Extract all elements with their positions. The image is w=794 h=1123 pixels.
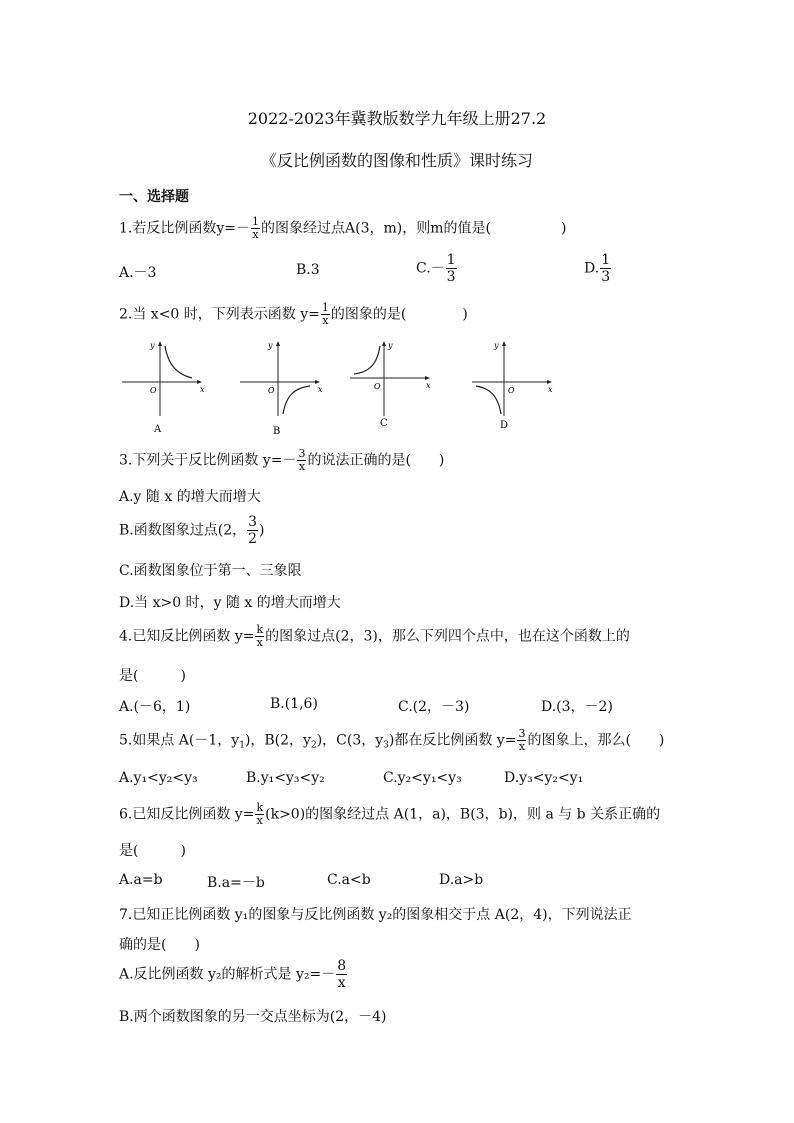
graph-d-label: D xyxy=(500,420,509,431)
title-line-2: 《反比例函数的图像和性质》课时练习 xyxy=(260,151,533,170)
svg-text:y: y xyxy=(388,341,393,350)
svg-text:x: x xyxy=(548,385,553,394)
svg-text:O: O xyxy=(374,382,381,391)
q6-option-c[interactable]: C.a<b xyxy=(327,872,371,888)
q5-option-c[interactable]: C.y₂<y₁<y₃ xyxy=(383,770,462,786)
q4-option-a[interactable]: A.(－6，1) xyxy=(119,699,191,715)
svg-text:O: O xyxy=(508,386,515,395)
question-4: 4.已知反比例函数 y= $\frac{k}{x}$ 的图象过点(2，3)，那么下列四个点中，也在这个函数上的 xyxy=(119,623,630,649)
fraction: $\frac{k}{x}$ xyxy=(256,623,264,649)
graph-c-label: C xyxy=(380,418,388,429)
q3-option-d[interactable]: D.当 x>0 时，y 随 x 的增大而增大 xyxy=(119,595,341,611)
svg-text:y: y xyxy=(494,341,499,350)
svg-text:x: x xyxy=(426,381,431,390)
q2-graph-options xyxy=(118,336,558,438)
graph-c[interactable] xyxy=(350,341,431,429)
q5-option-b[interactable]: B.y₁<y₃<y₂ xyxy=(246,770,325,786)
title-line-1: 2022-2023年冀教版数学九年级上册27.2 xyxy=(247,109,547,128)
q5-option-d[interactable]: D.y₃<y₂<y₁ xyxy=(504,770,584,786)
graph-b-label: B xyxy=(273,426,281,437)
q3-option-c[interactable]: C.函数图象位于第一、三象限 xyxy=(119,563,302,579)
question-2: 2.当 x<0 时，下列表示函数 y= $\frac{1}{x}$ 的图象的是( ) xyxy=(119,301,468,327)
q4-option-c[interactable]: C.(2，－3) xyxy=(398,699,470,715)
q6-option-b[interactable]: B.a=－b xyxy=(207,875,265,891)
svg-text:x: x xyxy=(318,385,323,394)
q1-option-d[interactable]: D. $\frac{1}{3}$ xyxy=(584,252,611,285)
q1-option-a[interactable]: A.－3 xyxy=(119,265,157,281)
fraction: $\frac{1}{x}$ xyxy=(321,301,329,327)
graph-b[interactable] xyxy=(240,341,323,437)
q3-option-a[interactable]: A.y 随 x 的增大而增大 xyxy=(119,489,261,505)
fraction: $\frac{3}{x}$ xyxy=(298,447,306,473)
question-6: 6.已知反比例函数 y= $\frac{k}{x}$ (k>0)的图象经过点 A(1，a)，B(3，b)，则 a 与 b 关系正确的 xyxy=(119,801,661,827)
question-1: 1.若反比例函数y=－ $\frac{1}{x}$ 的图象经过点A(3，m)，则m的值是( ) xyxy=(119,215,567,241)
q4-option-b[interactable]: B.(1,6) xyxy=(270,696,318,712)
q6-option-a[interactable]: A.a=b xyxy=(119,872,163,888)
question-7-line-2: 确的是( ) xyxy=(119,937,200,953)
section-heading: 一、选择题 xyxy=(119,189,189,205)
svg-text:y: y xyxy=(268,341,273,350)
graph-a-label: A xyxy=(154,424,162,435)
question-5: 5.如果点 A(－1，$y_1$)，B(2，$y_2$)，C(3，$y_3$)都在反比例函数 y= $\frac{3}{x}$ 的图象上，那么( ) xyxy=(119,727,665,753)
q6-option-d[interactable]: D.a>b xyxy=(439,872,484,888)
q3-option-b[interactable]: B.函数图象过点(2， $\frac{3}{2}$ ) xyxy=(119,514,265,547)
q4-option-d[interactable]: D.(3，－2) xyxy=(541,699,613,715)
q1-option-b[interactable]: B.3 xyxy=(296,262,320,278)
fraction: $\frac{3}{x}$ xyxy=(518,727,526,753)
question-7: 7.已知正比例函数 y₁的图象与反比例函数 y₂的图象相交于点 A(2，4)，下列说法正 xyxy=(119,907,632,923)
svg-text:y: y xyxy=(150,341,155,350)
q1-option-c[interactable]: C.－ $\frac{1}{3}$ xyxy=(416,252,456,285)
question-3: 3.下列关于反比例函数 y=－ $\frac{3}{x}$ 的说法正确的是( ) xyxy=(119,447,445,473)
svg-text:O: O xyxy=(150,386,157,395)
graph-a[interactable] xyxy=(122,341,205,435)
fraction: $\frac{k}{x}$ xyxy=(256,801,264,827)
svg-text:x: x xyxy=(200,385,205,394)
q7-option-a[interactable]: A.反比例函数 y₂的解析式是 y₂=－ $\frac{8}{x}$ xyxy=(119,958,347,991)
q5-option-a[interactable]: A.y₁<y₂<y₃ xyxy=(119,770,198,786)
question-6-line-2: 是( ) xyxy=(119,843,186,859)
graph-d[interactable] xyxy=(472,341,553,431)
q7-option-b[interactable]: B.两个函数图象的另一交点坐标为(2，－4) xyxy=(119,1009,387,1025)
fraction: $\frac{1}{x}$ xyxy=(252,215,259,241)
svg-text:O: O xyxy=(268,386,275,395)
question-4-line-2: 是( ) xyxy=(119,668,186,684)
